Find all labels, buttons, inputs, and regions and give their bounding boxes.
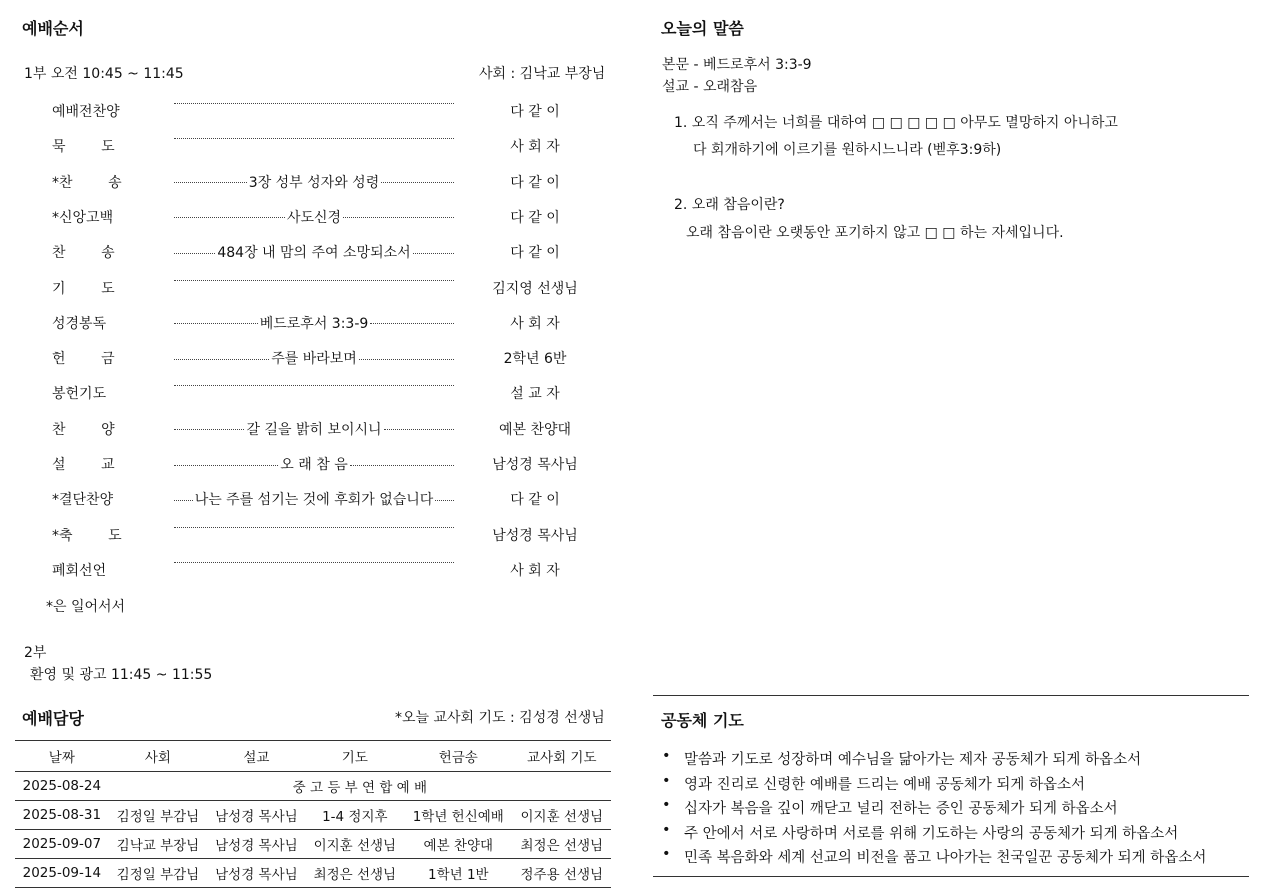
list-item: • 말씀과 기도로 성장하며 예수님을 닮아가는 제자 공동체가 되게 하옵소서 — [662, 748, 1142, 768]
cell-offering-song: 1학년 1반 — [404, 859, 512, 888]
order-item-person: 2학년 6반 — [503, 351, 567, 368]
order-row — [0, 172, 620, 192]
header-teacher-prayer: 교사회 기도 — [513, 741, 611, 772]
bullet-icon: • — [662, 821, 671, 838]
cell-teacher-prayer: 최정은 선생님 — [513, 830, 611, 859]
order-item-detail: 3장 성부 성자와 성령 — [248, 174, 380, 191]
word-title: 오늘의 말씀 — [661, 19, 744, 38]
order-item-leader — [174, 278, 454, 281]
order-item-person: 사 회 자 — [510, 139, 560, 156]
order-item-name: *결단찬양 — [52, 492, 114, 509]
cell-host: 김정일 부감님 — [109, 859, 207, 888]
cell-teacher-prayer: 정주용 선생님 — [513, 859, 611, 888]
community-title: 공동체 기도 — [661, 711, 744, 730]
cell-sermon: 남성경 목사님 — [207, 801, 305, 830]
header-prayer: 기도 — [306, 741, 404, 772]
row-date: 2025-08-31 — [15, 801, 109, 830]
list-item: • 십자가 복음을 깊이 깨닫고 널리 전하는 증인 공동체가 되게 하옵소서 — [662, 797, 1118, 817]
question-1-line-1: 1. 오직 주께서는 너희를 대하여 □ □ □ □ □ 아무도 멸망하지 아니하고 — [674, 115, 1118, 131]
order-row — [0, 278, 620, 298]
header-date: 날짜 — [15, 741, 109, 772]
community-bottom-rule — [653, 876, 1249, 877]
order-item-name: 헌 금 — [52, 351, 115, 368]
order-item-detail: 주를 바라보며 — [271, 351, 357, 368]
order-item-person: 다 같 이 — [510, 174, 560, 191]
order-item-leader — [174, 348, 454, 368]
order-item-person: 예본 찬양대 — [498, 421, 572, 438]
order-item-leader — [174, 313, 454, 333]
order-row — [0, 419, 620, 439]
order-item-name: 설 교 — [52, 457, 115, 473]
table-row — [15, 830, 611, 859]
order-row — [0, 489, 620, 509]
header-host: 사회 — [109, 741, 207, 772]
order-item-name: 찬 양 — [52, 421, 115, 438]
order-item-name: *축 도 — [52, 527, 122, 544]
host-label: 사회 : 김낙교 부장님 — [479, 66, 606, 82]
row-date: 2025-09-07 — [15, 830, 109, 859]
standing-note: *은 일어서서 — [46, 599, 126, 615]
order-row — [0, 560, 620, 580]
cell-sermon: 남성경 목사님 — [207, 859, 305, 888]
cell-prayer: 이지훈 선생님 — [306, 830, 404, 859]
part2-detail: 환영 및 광고 11:45 ~ 11:55 — [30, 667, 213, 683]
order-row — [0, 136, 620, 156]
cell-sermon: 남성경 목사님 — [207, 830, 305, 859]
list-item: • 민족 복음화와 세계 선교의 비전을 품고 나아가는 천국일꾼 공동체가 되게 하옵소서 — [662, 846, 1207, 866]
order-item-leader — [174, 242, 454, 262]
part2-label: 2부 — [24, 645, 47, 661]
order-item-leader — [174, 489, 454, 509]
order-row — [0, 348, 620, 368]
header-sermon: 설교 — [207, 741, 305, 772]
order-item-detail: 베드로후서 3:3-9 — [259, 315, 369, 332]
order-item-person: 다 같 이 — [510, 245, 560, 262]
order-item-name: 봉헌기도 — [52, 386, 107, 403]
table-row — [15, 772, 611, 801]
order-title: 예배순서 — [22, 19, 84, 38]
order-item-name: *신앙고백 — [52, 209, 114, 226]
table-row — [15, 801, 611, 830]
order-item-name: *찬 송 — [52, 174, 122, 191]
row-date: 2025-09-14 — [15, 859, 109, 888]
order-row — [0, 207, 620, 227]
cell-host: 김낙교 부장님 — [109, 830, 207, 859]
order-item-detail: 갈 길을 밝히 보이시니 — [246, 421, 382, 438]
order-item-name: 기 도 — [52, 280, 115, 297]
order-row — [0, 525, 620, 545]
list-item: • 주 안에서 서로 사랑하며 서로를 위해 기도하는 사랑의 공동체가 되게 하옵소서 — [662, 821, 1179, 842]
order-row — [0, 101, 620, 121]
order-item-leader — [174, 383, 454, 386]
order-item-leader — [174, 525, 454, 528]
order-item-leader — [174, 419, 454, 439]
row-date: 2025-08-24 — [15, 772, 109, 801]
order-item-person: 남성경 목사님 — [492, 527, 578, 544]
teacher-prayer: *오늘 교사회 기도 : 김성경 선생님 — [395, 710, 605, 726]
order-item-leader — [174, 207, 454, 227]
order-item-person: 다 같 이 — [510, 209, 560, 226]
order-item-person: 다 같 이 — [510, 104, 560, 120]
question-1-line-2: 다 회개하기에 이르기를 원하시느니라 (벧후3:9하) — [693, 142, 1002, 158]
order-item-person: 설 교 자 — [510, 386, 560, 403]
order-item-leader — [174, 101, 454, 104]
order-item-person: 사 회 자 — [510, 562, 560, 579]
order-item-name: 묵 도 — [52, 139, 115, 156]
cell-prayer: 1-4 정지후 — [306, 801, 404, 830]
staff-table-header — [15, 741, 611, 772]
bullet-icon: • — [662, 846, 671, 862]
cell-teacher-prayer: 이지훈 선생님 — [513, 801, 611, 830]
order-item-leader — [174, 136, 454, 139]
part1-label: 1부 오전 10:45 ~ 11:45 — [24, 66, 184, 82]
word-sermon: 설교 - 오래참음 — [662, 79, 758, 95]
order-row — [0, 454, 620, 474]
cell-offering-song: 1학년 헌신예배 — [404, 801, 512, 830]
order-item-leader — [174, 560, 454, 563]
order-item-name: 폐회선언 — [52, 562, 107, 579]
order-item-name: 찬 송 — [52, 245, 115, 262]
order-item-name: 성경봉독 — [52, 315, 107, 332]
cell-prayer: 최정은 선생님 — [306, 859, 404, 888]
staff-title: 예배담당 — [22, 709, 84, 728]
order-item-detail: 나는 주를 섬기는 것에 후회가 없습니다 — [194, 492, 434, 509]
bullet-icon: • — [662, 748, 671, 764]
order-item-person: 김지영 선생님 — [492, 280, 578, 297]
staff-table — [15, 740, 611, 888]
community-prayer-list — [660, 748, 1206, 871]
order-item-person: 사 회 자 — [510, 315, 560, 332]
order-item-name: 예배전찬양 — [52, 104, 120, 120]
word-text: 본문 - 베드로후서 3:3-9 — [662, 57, 812, 73]
table-row — [15, 859, 611, 888]
list-item: • 영과 진리로 신령한 예배를 드리는 예배 공동체가 되게 하옵소서 — [662, 772, 1086, 793]
order-row — [0, 242, 620, 262]
order-item-detail: 484장 내 맘의 주여 소망되소서 — [217, 245, 411, 262]
order-item-person: 남성경 목사님 — [492, 457, 578, 473]
order-row — [0, 383, 620, 403]
order-item-detail: 사도신경 — [286, 209, 342, 226]
order-item-person: 다 같 이 — [510, 492, 560, 509]
bullet-icon: • — [662, 772, 671, 789]
question-2-line: 오래 참음이란 오랫동안 포기하지 않고 □ □ 하는 자세입니다. — [686, 225, 1064, 241]
header-offering-song: 헌금송 — [404, 741, 512, 772]
cell-host: 김정일 부감님 — [109, 801, 207, 830]
order-row — [0, 313, 620, 333]
merged-cell: 중 고 등 부 연 합 예 배 — [109, 772, 611, 801]
community-top-rule — [653, 695, 1249, 696]
order-item-detail: 오 래 참 음 — [280, 457, 348, 473]
cell-offering-song: 예본 찬양대 — [404, 830, 512, 859]
bullet-icon: • — [662, 797, 671, 813]
question-2-title: 2. 오래 참음이란? — [674, 197, 785, 213]
order-item-leader — [174, 172, 454, 192]
order-item-leader — [174, 454, 454, 474]
